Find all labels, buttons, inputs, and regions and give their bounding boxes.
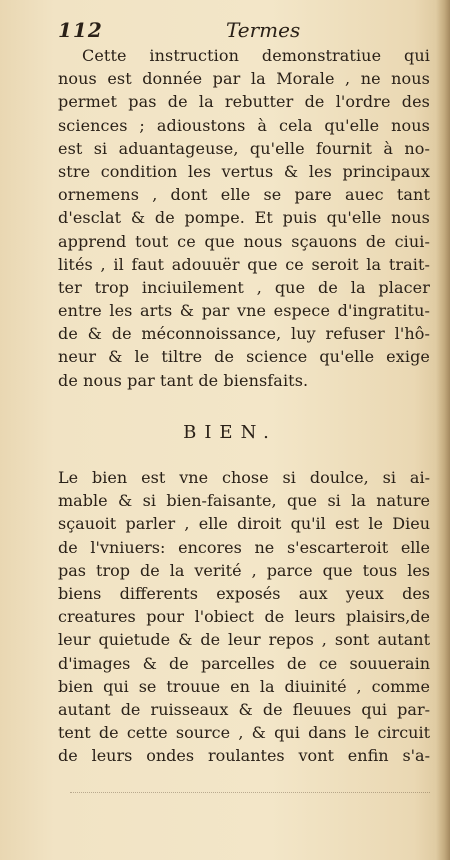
bottom-rule xyxy=(70,792,430,795)
text-line: entre les arts & par vne espece d'ingratitu- xyxy=(58,301,430,321)
text-line: d'esclat & de pompe. Et puis qu'elle nous xyxy=(58,208,430,228)
text-line: de leurs ondes roulantes vont enfin s'a- xyxy=(58,746,430,766)
text-line: Cette instruction demonstratiue qui xyxy=(82,46,430,65)
text-line: lités , il faut adouuër que ce seroit la trait- xyxy=(58,254,430,274)
text-line: pas trop de la verité , parce que tous les xyxy=(58,560,430,580)
text-line: stre condition les vertus & les principaux xyxy=(58,161,430,181)
text-line: creatures pour l'obiect de leurs plaisirs,de xyxy=(58,607,430,627)
text-line: sciences ; adioustons à cela qu'elle nous xyxy=(58,115,430,135)
paragraph-morale xyxy=(58,44,430,392)
section-title: BIEN. xyxy=(183,422,277,443)
text-line: est si aduantageuse, qu'elle fournit à no- xyxy=(58,138,430,158)
page-number: 112 xyxy=(58,18,103,42)
text-line: de nous par tant de biensfaits. xyxy=(58,370,309,390)
text-line: ter trop inciuilement , que de la placer xyxy=(58,277,430,297)
text-line: Le bien est vne chose si doulce, si ai- xyxy=(58,468,430,487)
text-line: mable & si bien-faisante, que si la nature xyxy=(58,491,430,511)
text-line: de & de méconnoissance, luy refuser l'hô- xyxy=(58,324,430,344)
text-line: apprend tout ce que nous sçauons de ciui- xyxy=(58,231,430,251)
running-head: Termes xyxy=(226,18,301,42)
text-line: permet pas de la rebutter de l'ordre des xyxy=(58,92,430,112)
text-line: d'images & de parcelles de ce souuerain xyxy=(58,653,430,673)
text-line: leur quietude & de leur repos , sont autant xyxy=(58,630,430,650)
text-line: sçauoit parler , elle diroit qu'il est le Dieu xyxy=(58,514,430,534)
text-line: tent de cette source , & qui dans le circuit xyxy=(58,723,430,743)
text-line: autant de ruisseaux & de fleuues qui par- xyxy=(58,699,430,719)
paragraph-bien xyxy=(58,466,430,767)
text-line: ornemens , dont elle se pare auec tant xyxy=(58,185,430,205)
text-line: neur & le tiltre de science qu'elle exige xyxy=(58,347,430,367)
text-line: bien qui se trouue en la diuinité , comme xyxy=(58,676,430,696)
text-line: biens differents exposés aux yeux des xyxy=(58,583,430,603)
text-line: de l'vniuers: encores ne s'escarteroit elle xyxy=(58,537,430,557)
text-line: nous est donnée par la Morale , ne nous xyxy=(58,69,430,89)
